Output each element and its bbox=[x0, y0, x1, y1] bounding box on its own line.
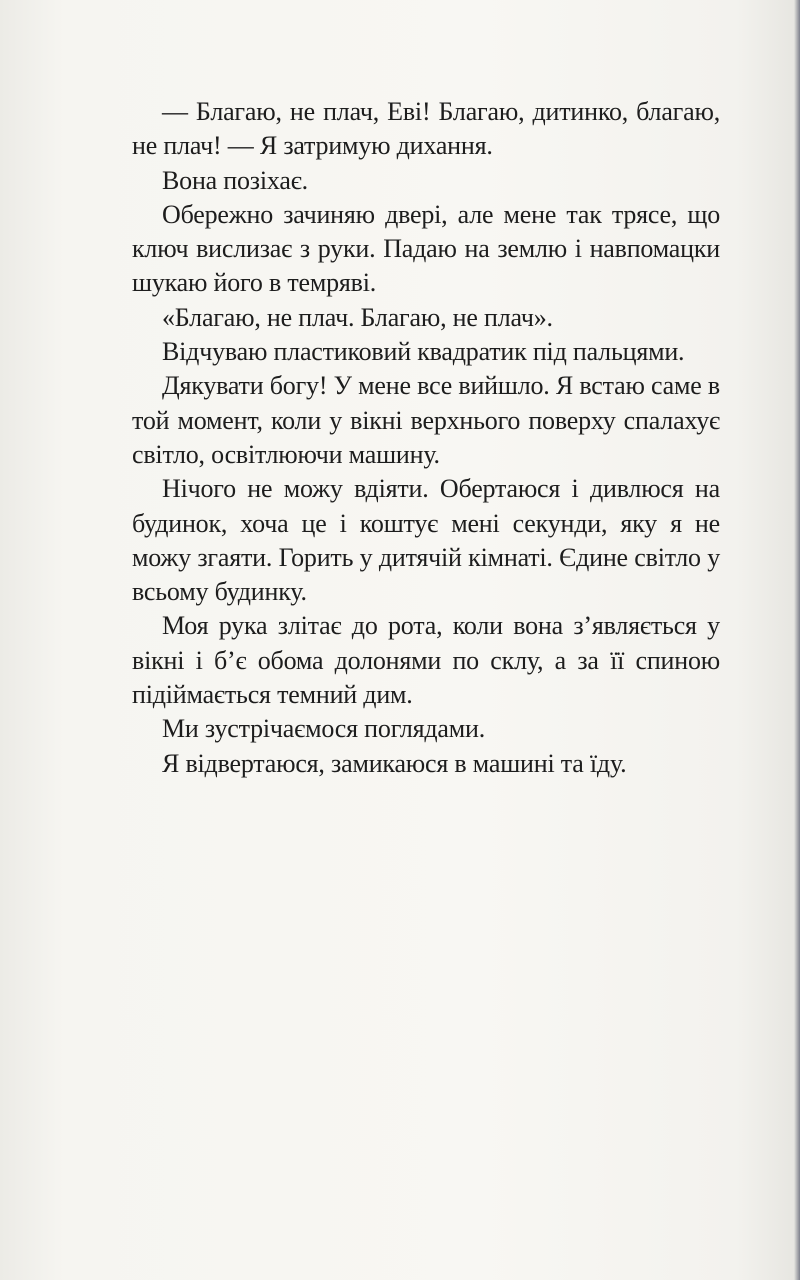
paragraph: Моя рука злітає до рота, коли вона з’являється у вікні і б’є обома долонями по склу, а за її спиною підіймається темний дим. bbox=[132, 611, 720, 710]
paragraph: Дякувати богу! У мене все вийшло. Я встаю саме в той момент, коли у вікні верхнього поверху спалахує світло, освітлюючи машину. bbox=[132, 371, 720, 469]
page-edge-shadow bbox=[794, 0, 800, 1280]
paragraph: — Благаю, не плач, Еві! Благаю, дитинко, благаю, не плач! — Я затримую дихання. bbox=[132, 97, 720, 161]
paragraph: Відчуваю пластиковий квадратик під пальцями. bbox=[162, 337, 685, 367]
paragraph: Обережно зачиняю двері, але мене так трясе, що ключ вислизає з руки. Падаю на землю і навпомацки шукаю його в темряві. bbox=[132, 199, 720, 298]
paragraph: Ми зустрічаємося поглядами. bbox=[162, 714, 486, 744]
paragraph: Нічого не можу вдіяти. Обертаюся і дивлюся на будинок, хоча це і коштує мені секунди, яку я не можу згаяти. Горить у дитячій кімнаті. Єдине світло у всьому будинку. bbox=[132, 474, 720, 607]
page-text bbox=[132, 95, 720, 781]
paragraph: «Благаю, не плач. Благаю, не плач». bbox=[162, 302, 553, 332]
paragraph: Вона позіхає. bbox=[162, 165, 308, 195]
paragraph: Я відвертаюся, замикаюся в машині та їду. bbox=[162, 748, 627, 778]
